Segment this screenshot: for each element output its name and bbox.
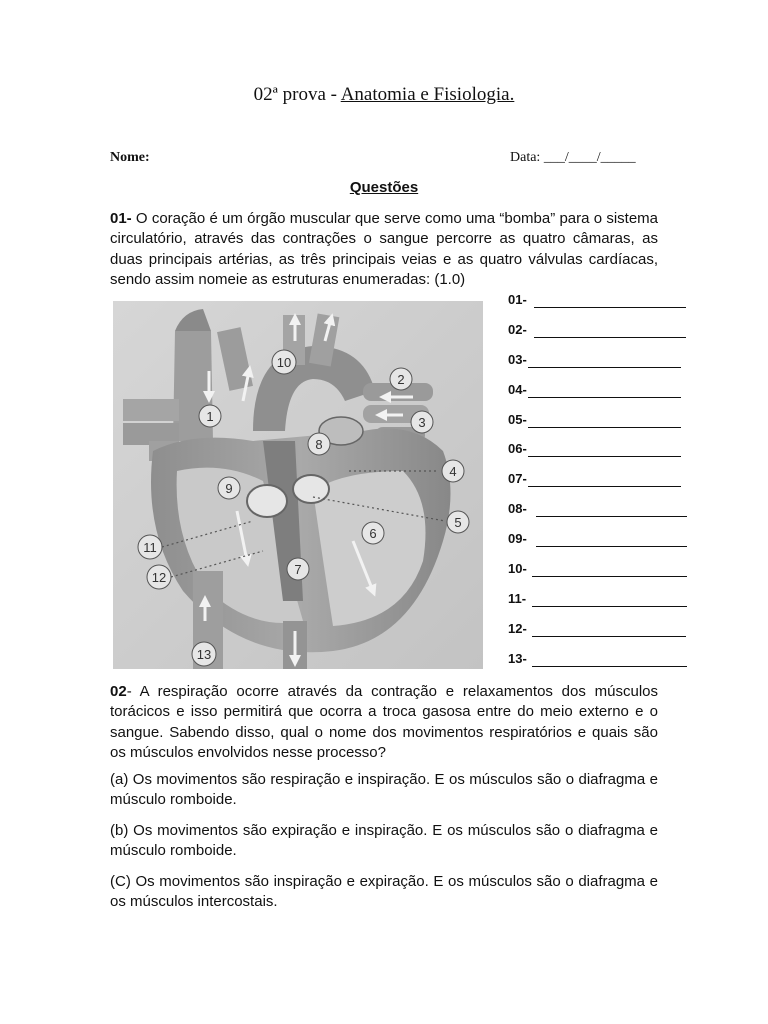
diagram-label-text: 5 bbox=[454, 515, 462, 530]
diagram-label-12 bbox=[147, 565, 171, 589]
answer-blank[interactable] bbox=[534, 307, 686, 308]
diagram-label-9 bbox=[218, 477, 240, 499]
diagram-label-text: 13 bbox=[196, 647, 212, 662]
diagram-label-text: 9 bbox=[225, 481, 233, 496]
answer-label: 01- bbox=[508, 292, 527, 307]
diagram-label-1 bbox=[199, 405, 221, 427]
answer-blank[interactable] bbox=[536, 516, 687, 517]
answer-blank[interactable] bbox=[536, 546, 687, 547]
page-title bbox=[0, 84, 768, 106]
diagram-label-text: 2 bbox=[397, 372, 405, 387]
heart-diagram bbox=[113, 301, 483, 669]
diagram-label-2 bbox=[390, 368, 412, 390]
question-1-text: O coração é um órgão muscular que serve como uma “bomba” para o sistema circulatório, através das contrações o sangue percorre as quatro câmaras, as duas principais artérias, as três principais veias e as quatro válvulas cardíacas, sendo assim nomeie as estruturas enumeradas: (1.0) bbox=[110, 210, 658, 288]
diagram-label-text: 10 bbox=[276, 355, 292, 370]
data-label: Data: ___/____/_____ bbox=[510, 150, 636, 165]
answer-blank[interactable] bbox=[532, 636, 686, 637]
diagram-label-10 bbox=[272, 350, 296, 374]
title-prefix: 02ª prova - bbox=[253, 84, 341, 105]
diagram-label-13 bbox=[192, 642, 216, 666]
answer-label: 07- bbox=[508, 471, 527, 486]
question-2-number: 02 bbox=[110, 683, 127, 700]
diagram-label-6 bbox=[362, 522, 384, 544]
answer-label: 09- bbox=[508, 531, 527, 546]
diagram-label-text: 1 bbox=[206, 409, 214, 424]
option-a[interactable]: (a) Os movimentos são respiração e inspiração. E os músculos são o diafragma e músculo romboide. bbox=[110, 771, 658, 809]
diagram-label-7 bbox=[287, 558, 309, 580]
answer-label: 11- bbox=[508, 591, 527, 606]
diagram-label-3 bbox=[411, 411, 433, 433]
diagram-label-text: 12 bbox=[151, 570, 167, 585]
diagram-label-text: 11 bbox=[143, 540, 157, 555]
option-c[interactable]: (C) Os movimentos são inspiração e expiração. E os músculos são o diafragma e os músculos intercostais. bbox=[110, 873, 658, 911]
diagram-label-text: 7 bbox=[294, 562, 302, 577]
question-2 bbox=[110, 682, 658, 763]
answer-label: 02- bbox=[508, 322, 527, 337]
diagram-label-text: 4 bbox=[449, 464, 457, 479]
answer-label: 10- bbox=[508, 561, 527, 576]
diagram-label-text: 3 bbox=[418, 415, 426, 430]
option-b[interactable]: (b) Os movimentos são expiração e inspiração. E os músculos são o diafragma e músculo romboide. bbox=[110, 822, 658, 860]
section-title: Questões bbox=[349, 179, 419, 196]
diagram-label-4 bbox=[442, 460, 464, 482]
diagram-label-5 bbox=[447, 511, 469, 533]
answer-label: 06- bbox=[508, 441, 527, 456]
answer-blank[interactable] bbox=[532, 606, 687, 607]
diagram-label-8 bbox=[308, 433, 330, 455]
answer-label: 03- bbox=[508, 352, 527, 367]
answer-blank[interactable] bbox=[528, 456, 681, 457]
diagram-label-11 bbox=[138, 535, 162, 559]
diagram-label-text: 8 bbox=[315, 437, 323, 452]
title-subject: Anatomia e Fisiologia. bbox=[340, 84, 515, 105]
answer-label: 04- bbox=[508, 382, 527, 397]
answer-label: 05- bbox=[508, 412, 527, 427]
answer-blank[interactable] bbox=[528, 367, 681, 368]
answer-blank[interactable] bbox=[528, 427, 681, 428]
question-1-number: 01- bbox=[110, 210, 132, 227]
answer-blank[interactable] bbox=[528, 397, 681, 398]
question-1 bbox=[110, 209, 658, 290]
nome-label: Nome: bbox=[110, 150, 150, 165]
answer-blank[interactable] bbox=[532, 666, 687, 667]
answer-blank[interactable] bbox=[532, 576, 687, 577]
answer-label: 12- bbox=[508, 621, 527, 636]
answer-label: 13- bbox=[508, 651, 527, 666]
answer-blank[interactable] bbox=[528, 486, 681, 487]
answer-blank[interactable] bbox=[534, 337, 686, 338]
question-2-text: - A respiração ocorre através da contração e relaxamentos dos músculos torácicos e isso permitirá que ocorra a troca gasosa entre do meio externo e o sangue. Sabendo disso, qual o nome dos movimentos respiratórios e quais são os músculos envolvidos nesse processo? bbox=[110, 683, 658, 761]
diagram-label-text: 6 bbox=[369, 526, 377, 541]
answer-label: 08- bbox=[508, 501, 527, 516]
